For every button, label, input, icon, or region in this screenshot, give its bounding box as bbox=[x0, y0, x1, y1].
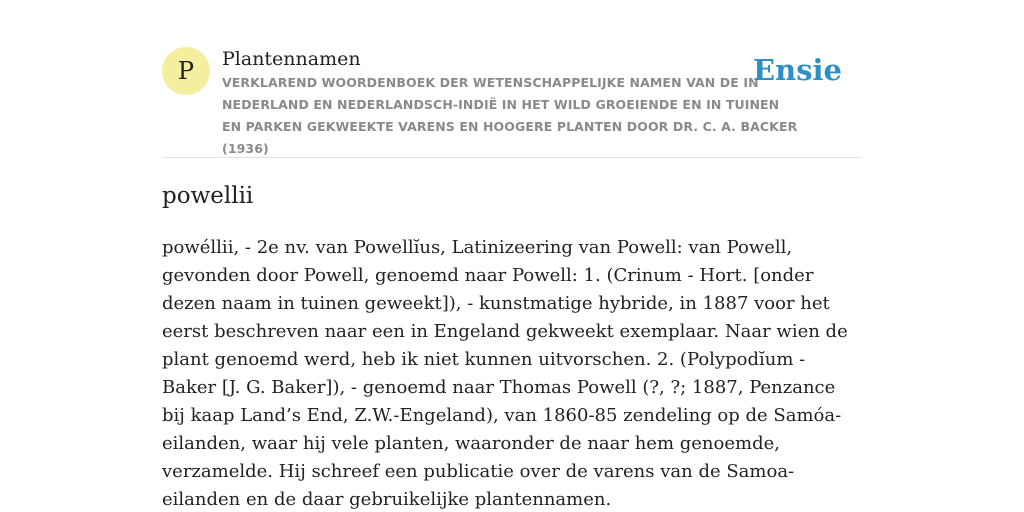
dictionary-avatar[interactable] bbox=[162, 47, 210, 95]
header-divider bbox=[162, 157, 862, 158]
avatar-letter: P bbox=[177, 57, 195, 85]
dictionary-header bbox=[162, 44, 862, 156]
dictionary-subtitle: VERKLAREND WOORDENBOEK DER WETENSCHAPPELIJKE NAMEN VAN DE IN NEDERLAND EN NEDERLANDSCH-INDIË IN HET WILD GROEIENDE EN IN TUINEN EN PARKEN GEKWEEKTE VARENS EN HOOGERE PLANTEN DOOR DR. C. A. BACKER (1936) bbox=[222, 75, 798, 156]
entry-definition: powéllii, - 2e nv. van Powellĭus, Latinizeering van Powell: van Powell, gevonden door Powell, genoemd naar Powell: 1. (Crinum - Hort. [onder dezen naam in tuinen geweekt]), - kunstmatige hybride, in 1887 voor het eerst beschreven naar een in Engeland gekweekt exemplaar. Naar wien de plant genoemd werd, heb ik niet kunnen uitvorschen. 2. (Polypodĭum - Baker [J. G. Baker]), - genoemd naar Thomas Powell (?, ?; 1887, Penzance bij kaap Land’s End, Z.W.-Engeland), van 1860-85 zendeling op de Samóa-eilanden, waar hij vele planten, waaronder de naar hem genoemde, verzamelde. Hij schreef een publicatie over de varens van de Samoa-eilanden en de daar gebruikelijke plantennamen. bbox=[162, 237, 848, 510]
dictionary-title[interactable]: Plantennamen bbox=[222, 48, 361, 70]
ensie-logo[interactable]: Ensie bbox=[753, 53, 842, 87]
entry-term: powellii bbox=[162, 183, 254, 209]
